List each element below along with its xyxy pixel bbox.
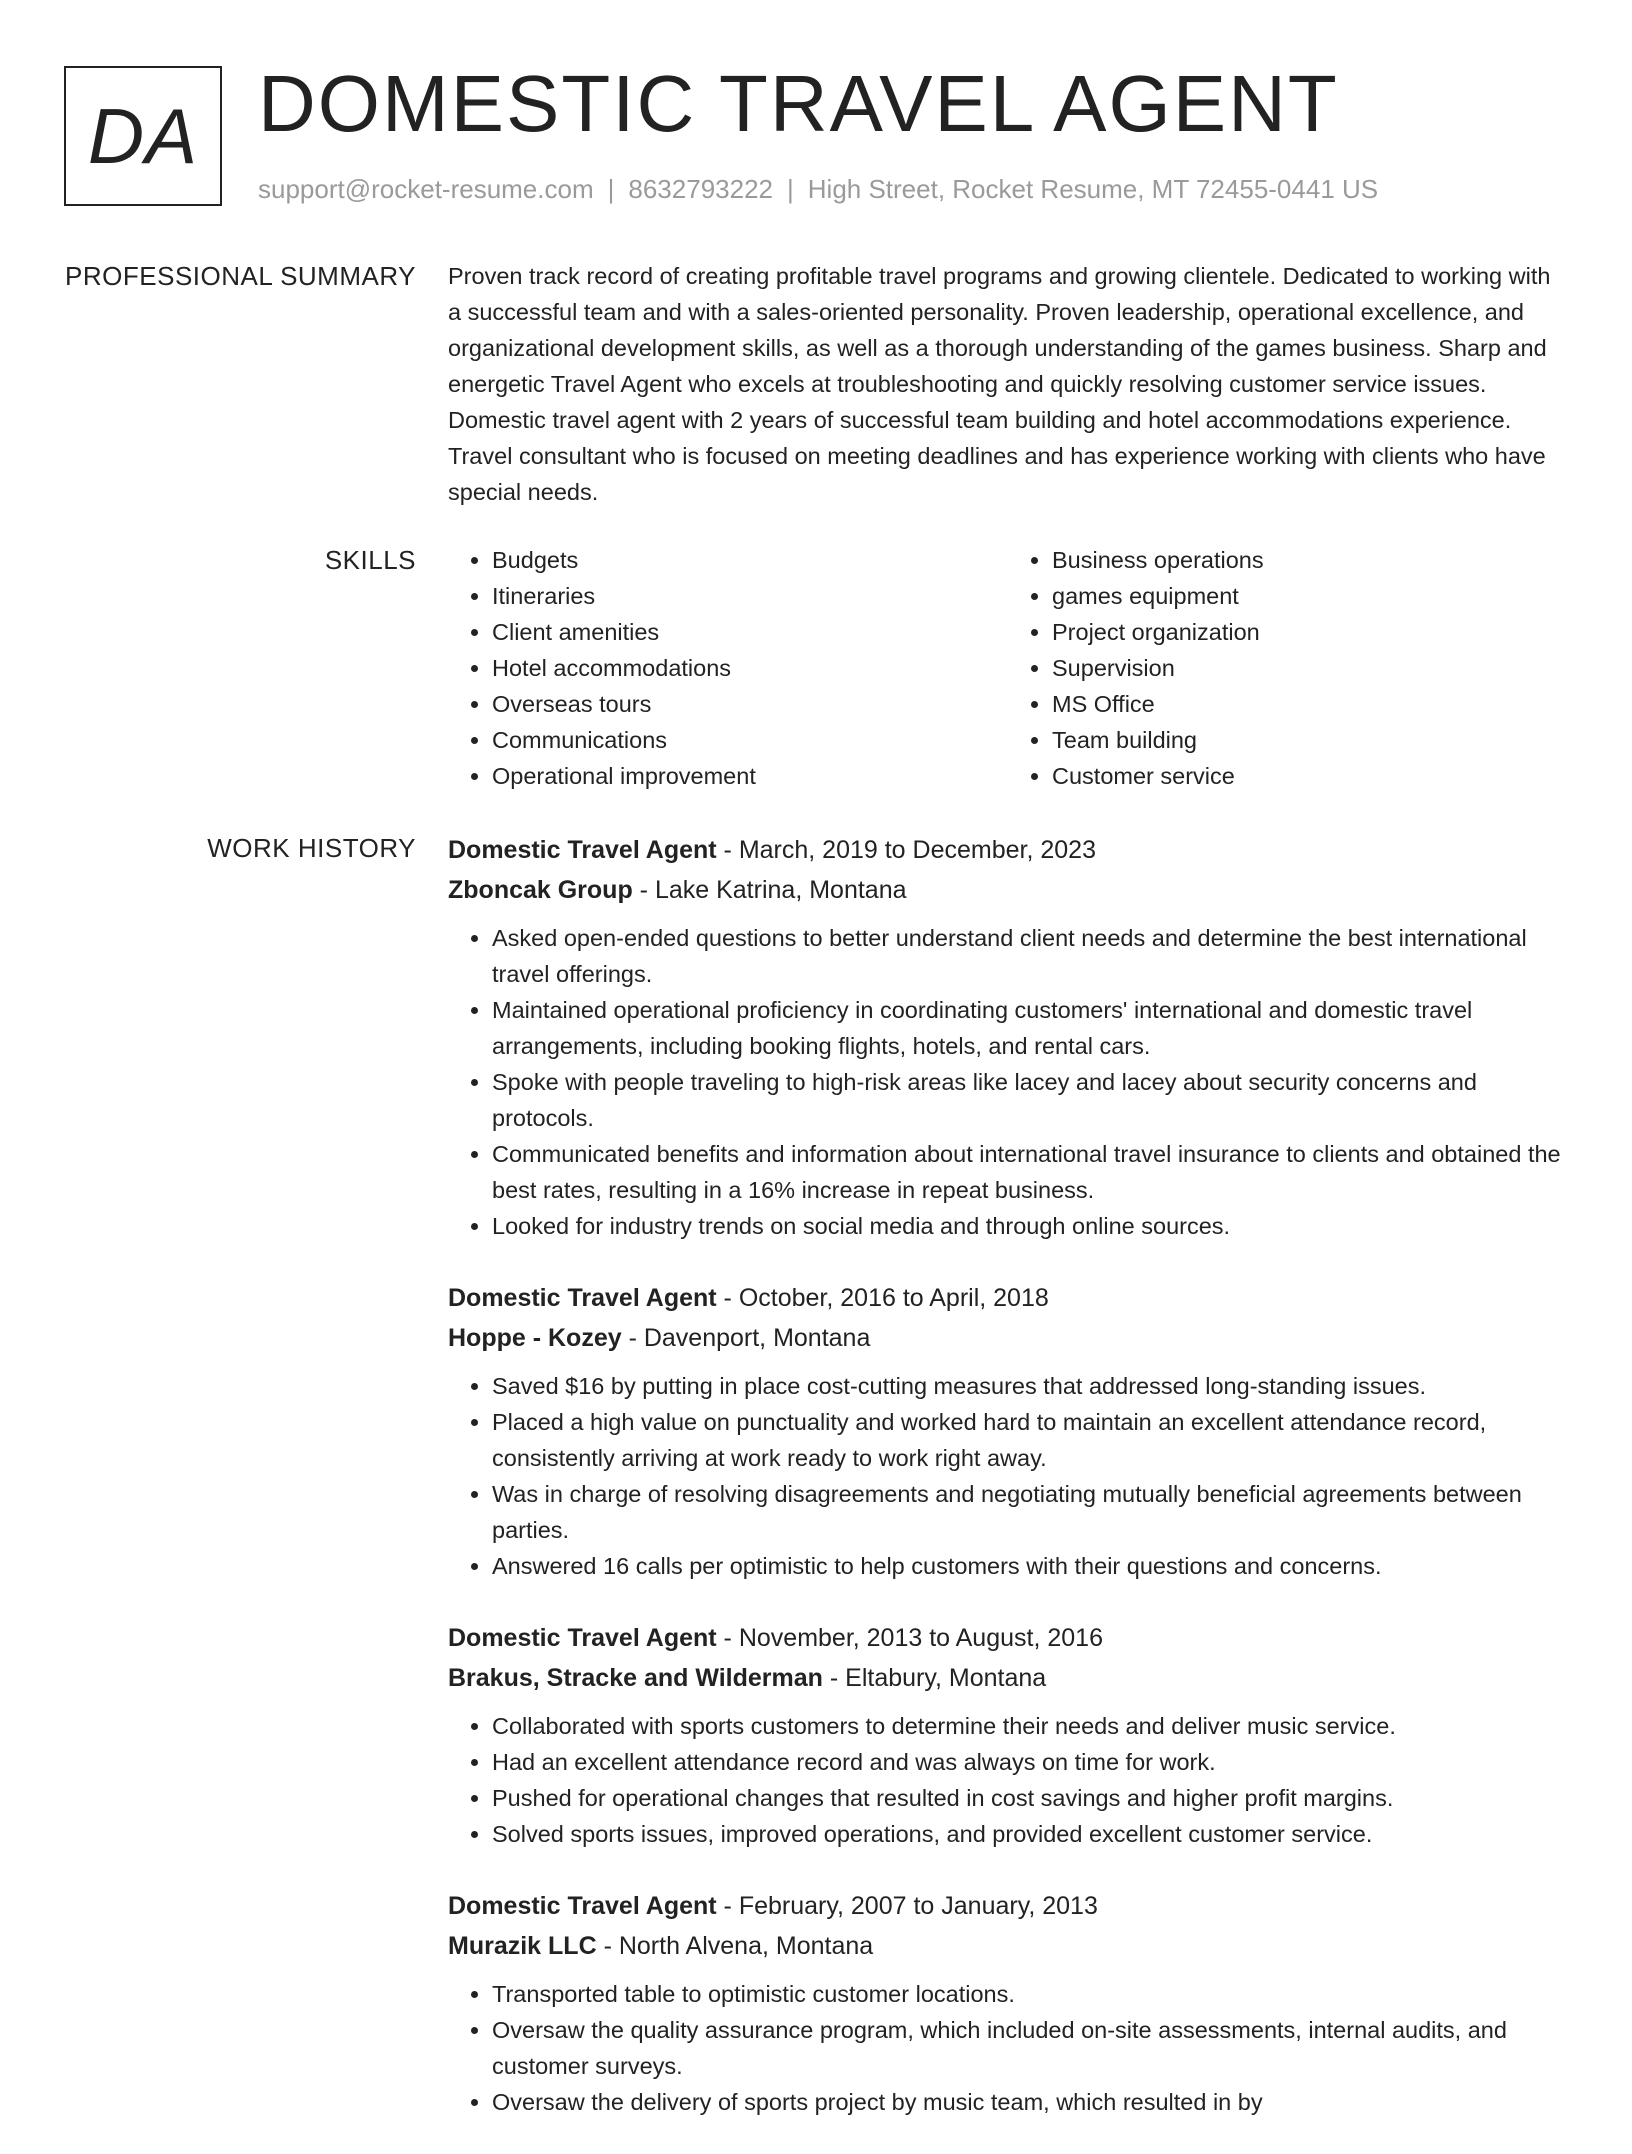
skill-item: • Client amenities [492, 614, 1008, 650]
job-bullet: • Transported table to optimistic customer locations. [492, 1976, 1568, 2012]
contact-line [258, 174, 1378, 205]
skill-item: • Itineraries [492, 578, 1008, 614]
job-company: Hoppe - Kozey [448, 1324, 622, 1352]
job-location: - North Alvena, Montana [596, 1932, 874, 1960]
job-bullets [448, 1708, 1568, 1852]
job-entry [448, 1278, 1568, 1584]
address-text: High Street, Rocket Resume, MT 72455-0441 US [807, 174, 1379, 204]
job-title: Domestic Travel Agent [448, 1624, 717, 1652]
section-heading-skills: SKILLS [324, 545, 416, 575]
section-heading-work-history: WORK HISTORY [207, 833, 416, 863]
job-bullets [448, 1368, 1568, 1584]
job-bullets [448, 920, 1568, 1244]
job-location: - Eltabury, Montana [822, 1664, 1047, 1692]
job-title: Domestic Travel Agent [448, 1284, 717, 1312]
skill-item: • Overseas tours [492, 686, 1008, 722]
job-bullet: • Oversaw the quality assurance program, which included on-site assessments, internal audits, and customer surveys. [492, 2012, 1568, 2084]
job-company: Brakus, Stracke and Wilderman [448, 1664, 823, 1692]
monogram-logo: DA [64, 66, 222, 206]
page-title: DOMESTIC TRAVEL AGENT [258, 59, 1339, 148]
email-text[interactable]: support@rocket-resume.com [258, 174, 594, 204]
job-bullet: • Was in charge of resolving disagreements and negotiating mutually beneficial agreements between parties. [492, 1476, 1568, 1548]
skill-item: • games equipment [1052, 578, 1568, 614]
job-company-line [448, 1318, 1568, 1358]
section-heading-summary: PROFESSIONAL SUMMARY [65, 261, 416, 291]
job-dates: - October, 2016 to April, 2018 [716, 1284, 1049, 1312]
skill-item: • MS Office [1052, 686, 1568, 722]
job-bullet: • Collaborated with sports customers to determine their needs and deliver music service. [492, 1708, 1568, 1744]
separator: | [787, 174, 794, 204]
skill-item: • Hotel accommodations [492, 650, 1008, 686]
job-entry [448, 1618, 1568, 1852]
job-dates: - November, 2013 to August, 2016 [716, 1624, 1103, 1652]
job-entry [448, 1886, 1568, 2120]
job-company: Murazik LLC [448, 1932, 597, 1960]
job-bullet: • Looked for industry trends on social media and through online sources. [492, 1208, 1568, 1244]
skills-list-left [448, 542, 1008, 794]
skill-item: • Team building [1052, 722, 1568, 758]
job-title: Domestic Travel Agent [448, 836, 717, 864]
job-bullet: • Placed a high value on punctuality and worked hard to maintain an excellent attendance record, consistently arriving at work ready to work right away. [492, 1404, 1568, 1476]
job-bullet: • Pushed for operational changes that resulted in cost savings and higher profit margins. [492, 1780, 1568, 1816]
job-bullet: • Had an excellent attendance record and was always on time for work. [492, 1744, 1568, 1780]
skill-item: • Operational improvement [492, 758, 1008, 794]
skill-item: • Budgets [492, 542, 1008, 578]
job-bullet: • Communicated benefits and information about international travel insurance to clients and obtained the best rates, resulting in a 16% increase in repeat business. [492, 1136, 1568, 1208]
job-bullet: • Answered 16 calls per optimistic to help customers with their questions and concerns. [492, 1548, 1568, 1584]
skill-item: • Business operations [1052, 542, 1568, 578]
skill-item: • Communications [492, 722, 1008, 758]
job-bullet: • Spoke with people traveling to high-risk areas like lacey and lacey about security concerns and protocols. [492, 1064, 1568, 1136]
job-dates: - February, 2007 to January, 2013 [716, 1892, 1098, 1920]
job-bullet: • Maintained operational proficiency in coordinating customers' international and domestic travel arrangements, including booking flights, hotels, and rental cars. [492, 992, 1568, 1064]
job-bullet: • Solved sports issues, improved operations, and provided excellent customer service. [492, 1816, 1568, 1852]
job-bullet: • Saved $16 by putting in place cost-cutting measures that addressed long-standing issues. [492, 1368, 1568, 1404]
skill-item: • Customer service [1052, 758, 1568, 794]
job-company: Zboncak Group [448, 876, 633, 904]
job-company-line [448, 870, 1568, 910]
skill-item: • Project organization [1052, 614, 1568, 650]
job-title-line [448, 1278, 1568, 1318]
phone-text[interactable]: 8632793222 [628, 174, 773, 204]
job-bullets [448, 1976, 1568, 2120]
job-title-line [448, 1886, 1568, 1926]
job-title: Domestic Travel Agent [448, 1892, 717, 1920]
job-location: - Davenport, Montana [621, 1324, 871, 1352]
job-entry [448, 830, 1568, 1244]
job-company-line [448, 1926, 1568, 1966]
skill-item: • Supervision [1052, 650, 1568, 686]
job-company-line [448, 1658, 1568, 1698]
job-title-line [448, 1618, 1568, 1658]
job-dates: - March, 2019 to December, 2023 [716, 836, 1096, 864]
job-title-line [448, 830, 1568, 870]
summary-paragraph: Proven track record of creating profitable travel programs and growing clientele. Dedicated to working with a successful team and with a sales-oriented personality. Proven leadership, operational excellence, and organizational development skills, as well as a thorough understanding of the games business. Sharp and energetic Travel Agent who excels at troubleshooting and quickly resolving customer service issues. Domestic travel agent with 2 years of successful team building and hotel accommodations experience. Travel consultant who is focused on meeting deadlines and has experience working with clients who have special needs. [448, 263, 1551, 505]
separator: | [607, 174, 615, 204]
job-bullet: • Asked open-ended questions to better understand client needs and determine the best international travel offerings. [492, 920, 1568, 992]
job-location: - Lake Katrina, Montana [632, 876, 907, 904]
job-bullet: • Oversaw the delivery of sports project by music team, which resulted in by [492, 2084, 1568, 2120]
skills-list-right [1008, 542, 1568, 794]
